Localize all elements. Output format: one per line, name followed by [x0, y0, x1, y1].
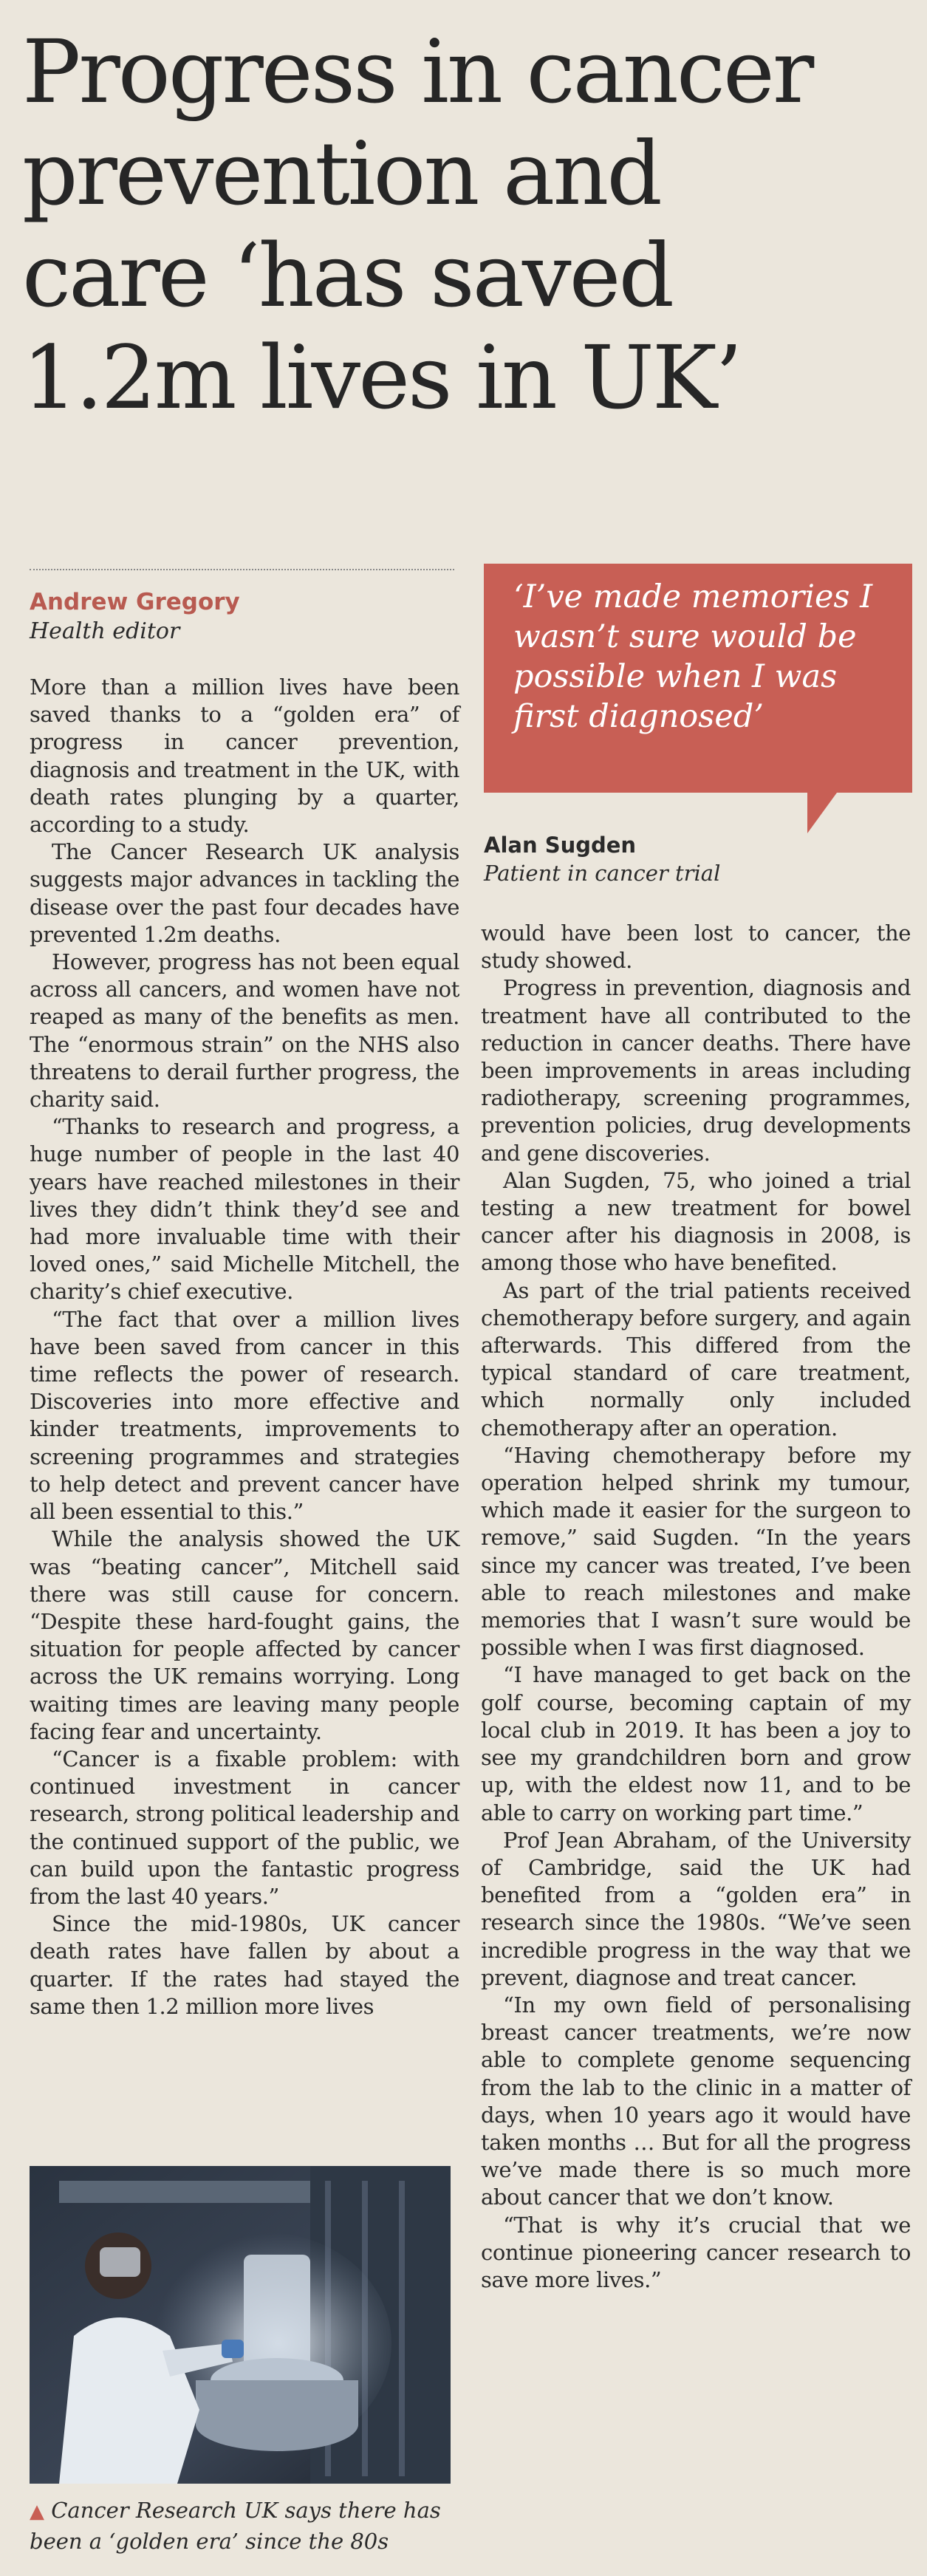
headline-line: care ‘has saved — [22, 225, 673, 327]
paragraph: “That is why it’s crucial that we continue pioneering cancer research to save more lives.” — [481, 2212, 911, 2292]
paragraph: “I have managed to get back on the golf course, becoming captain of my local club in 2019. It has been a joy to see my grandchildren born and grow up, with the eldest now 11, and to be able to carry on working part time.” — [481, 1662, 911, 1825]
paragraph: Alan Sugden, 75, who joined a trial testing a new treatment for bowel cancer after his diagnosis in 2008, is among those who have benefited. — [481, 1167, 911, 1276]
paragraph: The Cancer Research UK analysis suggests major advances in tackling the disease over the past four decades have prevented 1.2m deaths. — [30, 839, 459, 947]
byline — [30, 587, 240, 646]
paragraph: However, progress has not been equal across all cancers, and women have not reaped as many of the benefits as men. The “enormous strain” on the NHS also threatens to derail further progress, the charity said. — [30, 949, 459, 1113]
paragraph: “In my own field of personalising breast cancer treatments, we’re now able to complete genome sequencing from the lab to the clinic in a matter of days, when 10 years ago it would have taken months … But for all the progress we’ve made there is so much more about cancer that we don’t know. — [481, 1992, 911, 2210]
byline-role: Health editor — [30, 618, 180, 644]
headline-line: 1.2m lives in UK’ — [22, 327, 741, 428]
photo-caption — [30, 2495, 454, 2556]
caption-triangle-icon: ▲ — [30, 2501, 44, 2523]
article-column-1 — [30, 674, 459, 2020]
lab-photo — [30, 2166, 451, 2484]
paragraph: While the analysis showed the UK was “beating cancer”, Mitchell said there was still cause for concern. “Despite these hard-fought gains, the situation for people affected by cancer across the UK remains worrying. Long waiting times are leaving many people facing fear and uncertainty. — [30, 1526, 459, 1744]
caption-text: Cancer Research UK says there has been a ‘golden era’ since the 80s — [30, 2498, 441, 2554]
pull-quote-name: Alan Sugden — [484, 833, 637, 858]
pull-quote-role: Patient in cancer trial — [484, 861, 721, 886]
pull-quote-attribution — [484, 831, 720, 887]
lab-photo-illustration — [30, 2166, 451, 2484]
paragraph: Progress in prevention, diagnosis and treatment have all contributed to the reduction in cancer deaths. There have been improvements in areas including radiotherapy, screening programmes, prevention policies, drug developments and gene discoveries. — [481, 975, 911, 1166]
byline-divider — [30, 569, 454, 570]
paragraph: As part of the trial patients received chemotherapy before surgery, and again afterwards. This differed from the typical standard of care treatment, which normally only included chemotherapy after an operation. — [481, 1277, 911, 1441]
paragraph: More than a million lives have been saved thanks to a “golden era” of progress in cancer prevention, diagnosis and treatment in the UK, with death rates plunging by a quarter, according to a study. — [30, 674, 459, 838]
paragraph: “Cancer is a fixable problem: with continued investment in cancer research, strong political leadership and the continued support of the public, we can build upon the fantastic progress from the last 40 years.” — [30, 1746, 459, 1909]
headline-line: Progress in cancer — [22, 21, 813, 123]
headline-line: prevention and — [22, 123, 660, 225]
headline — [22, 21, 909, 428]
byline-author: Andrew Gregory — [30, 589, 240, 615]
pull-quote — [484, 564, 912, 793]
pull-quote-text: ‘I’ve made memories I wasn’t sure would be possible when I was first diagnosed’ — [513, 578, 873, 735]
paragraph: Prof Jean Abraham, of the University of Cambridge, said the UK had benefited from a “golden era” in research since the 1980s. “We’ve seen incredible progress in the way that we prevent, diagnose and treat cancer. — [481, 1827, 911, 1990]
paragraph: Since the mid-1980s, UK cancer death rates have fallen by about a quarter. If the rates had stayed the same then 1.2 million more lives — [30, 1911, 459, 2019]
paragraph: “The fact that over a million lives have been saved from cancer in this time reflects the power of research. Discoveries into more effective and kinder treatments, improvements to screening programmes and strategies to help detect and prevent cancer have all been essential to this.” — [30, 1306, 459, 1525]
paragraph: would have been lost to cancer, the study showed. — [481, 920, 911, 974]
paragraph: “Having chemotherapy before my operation helped shrink my tumour, which made it easier for the surgeon to remove,” said Sugden. “In the years since my cancer was treated, I’ve been able to reach milestones and make memories that I wasn’t sure would be possible when I was first diagnosed. — [481, 1442, 911, 1661]
paragraph: “Thanks to research and progress, a huge number of people in the last 40 years have reached milestones in their lives they didn’t think they’d see and had more invaluable time with their loved ones,” said Michelle Mitchell, the charity’s chief executive. — [30, 1114, 459, 1305]
article-column-2 — [481, 920, 911, 2294]
pull-quote-tail — [807, 793, 837, 833]
